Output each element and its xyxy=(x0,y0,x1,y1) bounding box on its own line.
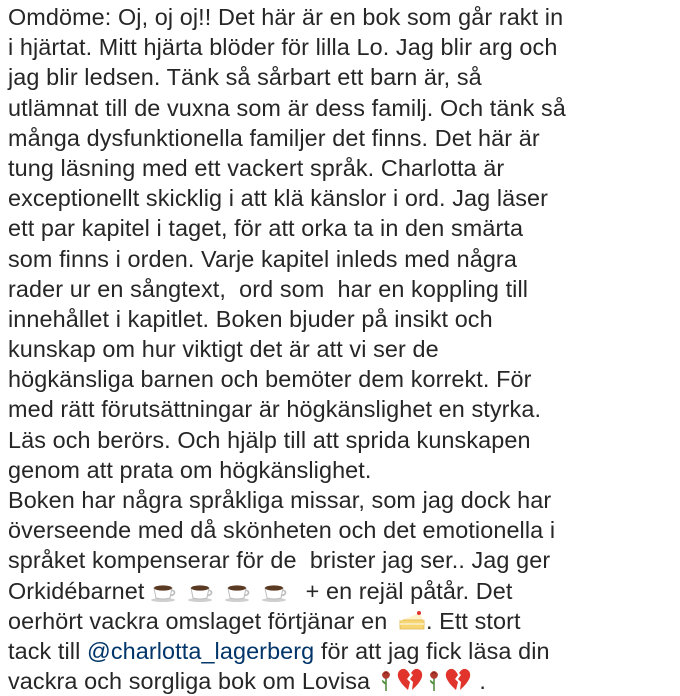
caption-line: genom att prata om högkänslighet. xyxy=(8,456,372,483)
rating-suffix: + en rejäl påtår. Det xyxy=(299,577,513,604)
user-mention-link[interactable]: @charlotta_lagerberg xyxy=(86,637,315,664)
rating-prefix: Orkidébarnet xyxy=(8,577,152,604)
caption-line: utlämnat till de vuxna som är dess familj. Och tänk så xyxy=(8,94,566,121)
broken-heart-icon xyxy=(397,668,423,692)
caption-mention-line xyxy=(8,636,676,666)
caption-line: Omdöme: Oj, oj oj!! Det här är en bok som går rakt in xyxy=(8,4,564,30)
last-line-suffix: . xyxy=(472,668,486,695)
cake-line-prefix: oerhört vackra omslaget förtjänar en xyxy=(8,607,394,634)
caption-paragraph-1 xyxy=(8,2,676,485)
caption-line: ett par kapitel i taget, för att orka ta in den smärta xyxy=(8,215,524,242)
coffee-icon xyxy=(188,580,214,602)
wilted-rose-icon xyxy=(379,668,393,692)
caption-line: rader ur en sångtext, ord som har en koppling till xyxy=(8,275,529,302)
caption-last-line xyxy=(8,666,676,696)
caption-line: Läs och berörs. Och hjälp till att sprida kunskapen xyxy=(8,426,531,453)
caption-line: tung läsning med ett vackert språk. Charlotta är xyxy=(8,154,505,181)
caption-line: språket kompenserar för de brister jag ser.. Jag ger xyxy=(8,547,551,574)
coffee-icon xyxy=(151,580,177,602)
post-caption xyxy=(8,2,676,696)
caption-line: kunskap om hur viktigt det är att vi ser de xyxy=(8,336,439,363)
caption-line: med rätt förutsättningar är högkänslighet en styrka. xyxy=(8,396,542,423)
caption-rating-line xyxy=(8,576,676,606)
coffee-icon xyxy=(225,580,251,602)
last-line-prefix: vackra och sorgliga bok om Lovisa xyxy=(8,668,377,695)
coffee-icon xyxy=(262,580,288,602)
caption-line: jag blir ledsen. Tänk så sårbart ett barn är, så xyxy=(8,64,482,91)
mention-line-suffix: för att jag fick läsa din xyxy=(314,637,550,664)
caption-line: i hjärtat. Mitt hjärta blöder för lilla Lo. Jag blir arg och xyxy=(8,34,558,61)
caption-paragraph-2 xyxy=(8,485,676,576)
caption-line: överseende med då skönheten och det emotionella i xyxy=(8,517,556,544)
mention-line-prefix: tack till xyxy=(8,637,87,664)
caption-cake-line xyxy=(8,606,676,636)
cake-icon xyxy=(398,608,426,632)
caption-line: många dysfunktionella familjer det finns. Det här är xyxy=(8,124,540,151)
caption-line: Boken har några språkliga missar, som jag dock har xyxy=(8,487,552,513)
wilted-rose-icon xyxy=(427,668,441,692)
broken-heart-icon xyxy=(445,668,471,692)
caption-line: som finns i orden. Varje kapitel inleds med några xyxy=(8,245,517,272)
caption-line: innehållet i kapitlet. Boken bjuder på insikt och xyxy=(8,305,493,332)
cake-line-suffix: . Ett stort xyxy=(425,607,521,634)
caption-line: exceptionellt skicklig i att klä känslor i ord. Jag läser xyxy=(8,185,549,212)
caption-line: högkänsliga barnen och bemöter dem korrekt. För xyxy=(8,366,532,393)
